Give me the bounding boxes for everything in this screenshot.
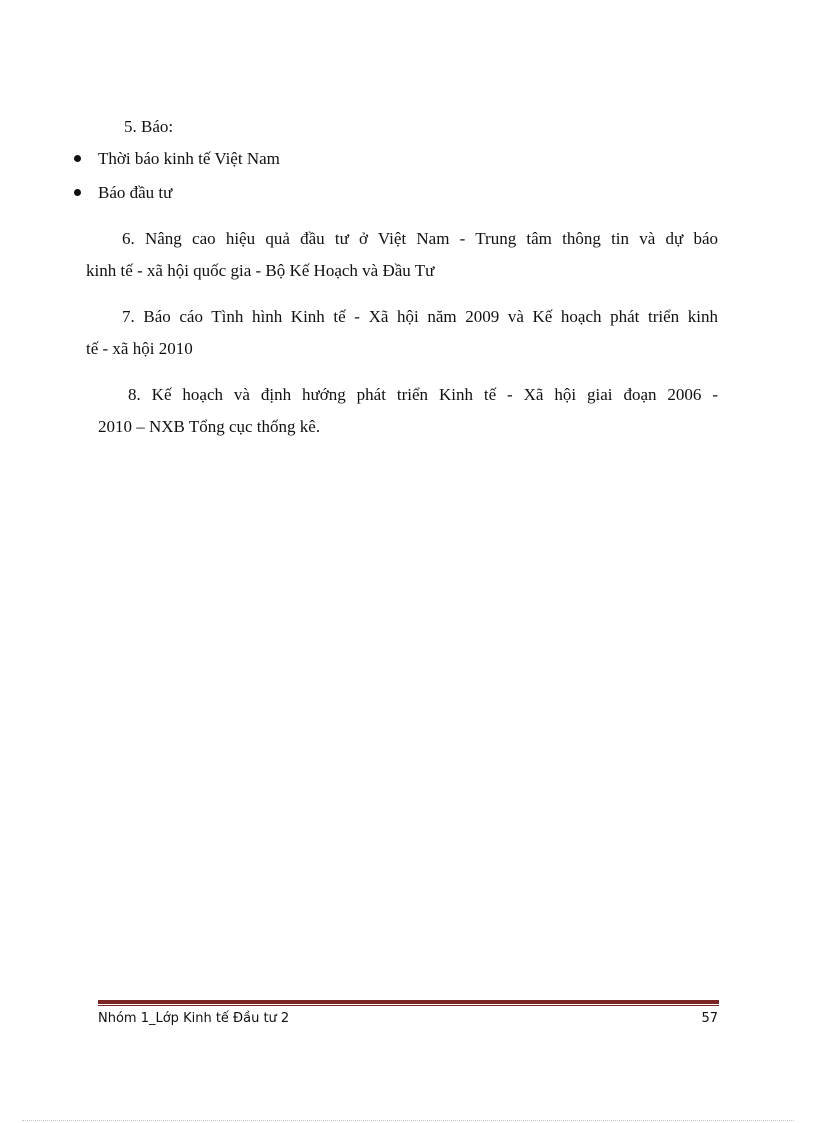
item-6-line-1: 6. Nâng cao hiệu quả đầu tư ở Việt Nam - Trung tâm thông tin và dự báo xyxy=(122,229,718,248)
bullet-icon xyxy=(74,189,81,196)
footer-title: Nhóm 1_Lớp Kinh tế Đầu tư 2 xyxy=(98,1011,290,1026)
item-8-line-2: 2010 – NXB Tổng cục thống kê. xyxy=(98,417,321,436)
page-number: 57 xyxy=(701,1011,718,1026)
page-edge xyxy=(22,1120,794,1121)
bullet-icon xyxy=(74,155,81,162)
bullet-item-1: Thời báo kinh tế Việt Nam xyxy=(98,149,280,168)
item-7-line-2: tế - xã hội 2010 xyxy=(86,339,193,358)
footer-divider-thin xyxy=(98,1005,719,1006)
bullet-item-2: Báo đầu tư xyxy=(98,183,173,202)
item-8-line-1: 8. Kế hoạch và định hướng phát triển Kinh tế - Xã hội giai đoạn 2006 - xyxy=(128,385,718,404)
item-7-line-1: 7. Báo cáo Tình hình Kinh tế - Xã hội năm 2009 và Kế hoạch phát triển kinh xyxy=(122,307,718,326)
item-5-heading: 5. Báo: xyxy=(124,117,174,136)
footer-divider-thick xyxy=(98,1000,719,1004)
item-6-line-2: kinh tế - xã hội quốc gia - Bộ Kế Hoạch và Đầu Tư xyxy=(86,261,435,280)
footer-divider xyxy=(98,1000,719,1007)
